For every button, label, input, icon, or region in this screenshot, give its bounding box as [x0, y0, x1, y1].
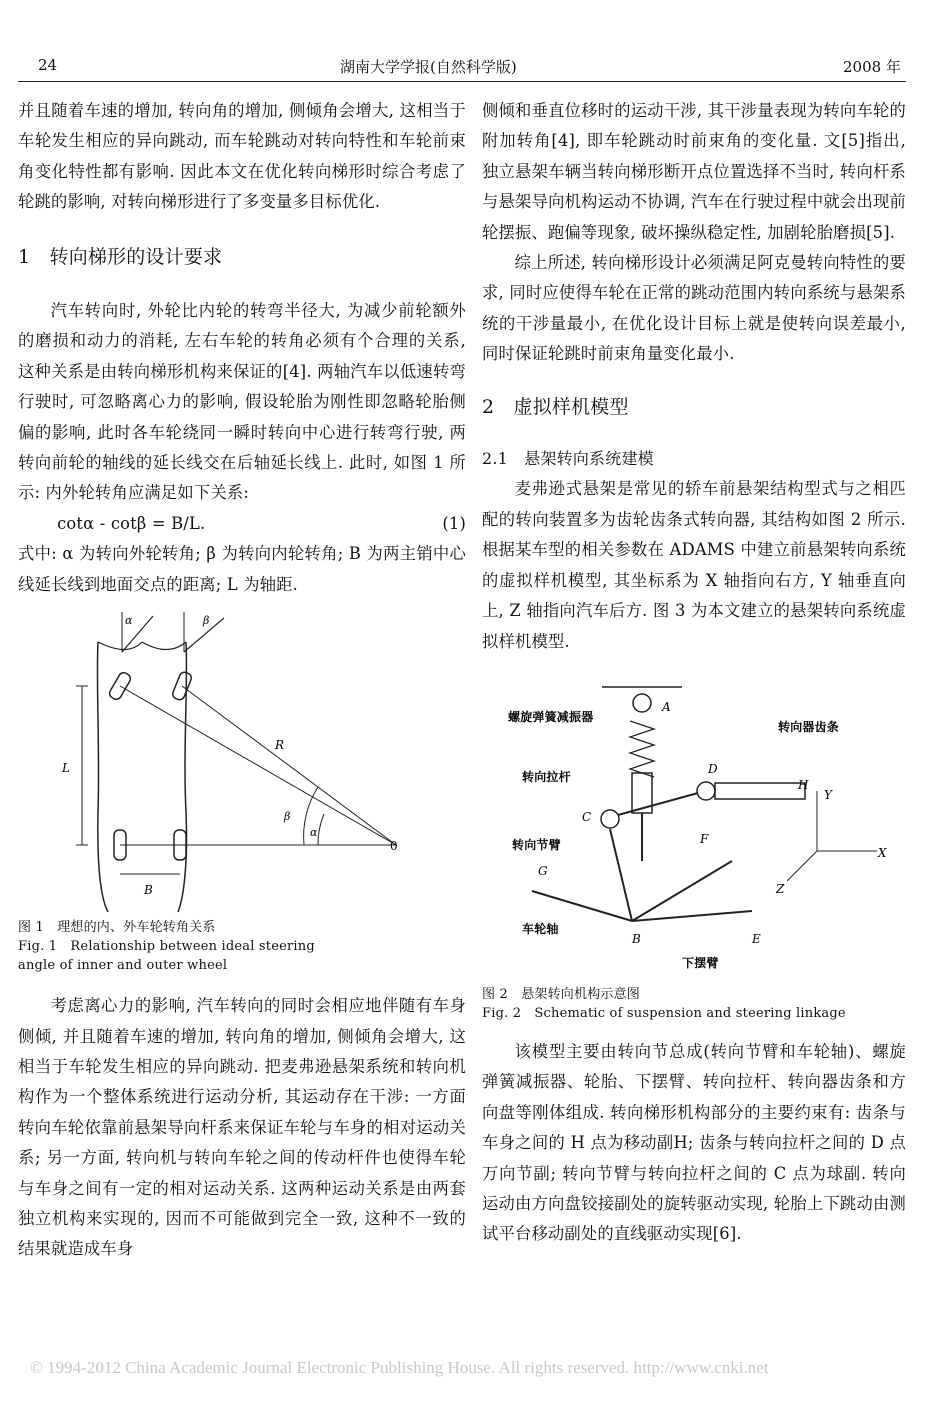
- lower-arm-rear: [632, 911, 752, 921]
- paragraph: 考虑离心力的影响, 汽车转向的同时会相应地伴随有车身侧倾, 并且随着车速的增加, 转向角的增加, 侧倾角会增大, 这相当于车轮发生相应的异向跳动. 把麦弗逊悬架系统和转向机构作为一个整体系统进行运动分析, 其运动存在干涉: 一方面转向车轮依靠前悬架导向杆系来保证车轮与车身的相对运动关系; 另一方面, 转向机与转向车轮之间的传动杆件也使得车轮与车身之间有一定的相对运动关系. 这两种运动关系是由两套独立机构来实现的, 因而不可能做到完全一致, 这种不一致的结果就造成车身: [18, 996, 466, 1259]
- label-axle: 车轮轴: [522, 921, 559, 936]
- label-B: B: [632, 931, 642, 946]
- figure-2-caption-cn: 图 2 悬架转向机构示意图: [482, 986, 641, 1002]
- label-tierod: 转向拉杆: [522, 769, 571, 784]
- equation-number: (1): [442, 513, 466, 533]
- joint-D: [697, 782, 715, 800]
- label-Z: Z: [776, 881, 785, 896]
- paragraph: 汽车转向时, 外轮比内轮的转弯半径大, 为减少前轮额外的磨损和动力的消耗, 左右车轮的转角必须有个合理的关系, 这种关系是由转向梯形机构来保证的[4]. 两轴汽车以低速转弯行驶时, 可忽略离心力的影响, 假设轮胎为刚性即忽略轮胎侧偏的影响, 此时各车轮绕同一瞬时转向中心进行转弯行驶, 两转向前轮的轴线的延长线交在后轴延长线上. 此时, 如图 1 所示: 内外轮转角应满足如下关系:: [18, 301, 466, 503]
- label-beta-angle: β: [284, 810, 291, 824]
- page-number: 24: [38, 56, 58, 74]
- figure-2: [482, 681, 906, 981]
- car-body-outline: [97, 642, 186, 912]
- label-knuckle: 转向节臂: [512, 837, 561, 852]
- paragraph: 该模型主要由转向节总成(转向节臂和车轮轴)、螺旋弹簧减振器、轮胎、下摆臂、转向拉杆、转向器齿条和方向盘等刚体组成. 转向梯形机构部分的主要约束有: 齿条与车身之间的 H 点为移动副H; 齿条与转向拉杆之间的 D 点万向节副; 转向节臂与转向拉杆之间的 C 点为球副. 转向运动由方向盘铰接副处的旋转驱动实现, 轮胎上下跳动由测试平台移动副处的直线驱动实现[6].: [482, 1041, 906, 1244]
- header-rule: [18, 81, 906, 82]
- lower-arm-front: [632, 861, 732, 921]
- journal-name: 湖南大学学报(自然科学版): [340, 58, 517, 76]
- equation: cotα - cotβ = B/L.: [57, 513, 206, 533]
- label-H: H: [798, 777, 809, 792]
- label-rack: 转向器齿条: [778, 719, 840, 734]
- equation-1: [18, 509, 466, 539]
- label-alpha-angle: α: [310, 826, 318, 840]
- label-beta: β: [203, 614, 210, 628]
- label-arm: 下摆臂: [682, 955, 719, 970]
- wheel-axle: [532, 891, 632, 921]
- label-spring: 螺旋弹簧减振器: [508, 709, 594, 724]
- joint-C: [601, 810, 619, 828]
- right-column: [482, 96, 906, 1250]
- steering-rack: [715, 783, 805, 799]
- alpha-arc: [318, 814, 324, 845]
- figure-1-caption-en-2: angle of inner and outer wheel: [18, 958, 228, 974]
- paragraph: 侧倾和垂直位移时的运动干涉, 其干涉量表现为转向车轮的附加转角[4], 即车轮跳动时前束角的变化量. 文[5]指出, 独立悬架车辆当转向梯形断开点位置选择不当时, 转向杆系与悬架导向机构运动不协调, 汽车在行驶过程中就会出现前轮摆振、跑偏等现象, 破坏操纵稳定性, 加剧轮胎磨损[5].: [482, 101, 906, 242]
- coil-spring: [630, 721, 654, 777]
- label-F: F: [700, 831, 709, 846]
- label-alpha: α: [125, 614, 133, 628]
- figure-2-caption-en: Fig. 2 Schematic of suspension and steering linkage: [482, 1005, 846, 1021]
- joint-A: [633, 694, 651, 712]
- section-heading-2: 2 虚拟样机模型: [482, 395, 629, 418]
- section-heading-1: 1 转向梯形的设计要求: [18, 245, 223, 268]
- axis-Z: [787, 851, 817, 881]
- paragraph: 麦弗逊式悬架是常见的轿车前悬架结构型式与之相匹配的转向装置多为齿轮齿条式转向器, 其结构如图 2 所示. 根据某车型的相关参数在 ADAMS 中建立前悬架转向系统的虚拟样机模型, 其坐标系为 X 轴指向右方, Y 轴垂直向上, Z 轴指向汽车后方. 图 3 为本文建立的悬架转向系统虚拟样机模型.: [482, 479, 906, 651]
- car-front-outline: [98, 642, 186, 650]
- label-L: L: [62, 761, 71, 776]
- figure-1-caption-en: Fig. 1 Relationship between ideal steering: [18, 939, 315, 955]
- label-Y: Y: [824, 787, 833, 802]
- label-O: 0: [390, 839, 398, 854]
- watermark: © 1994-2012 China Academic Journal Electronic Publishing House. All rights reserved. http://www.cnki.net: [30, 1358, 769, 1377]
- label-C: C: [582, 809, 592, 824]
- radius-line-outer: [120, 686, 396, 845]
- label-D: D: [708, 761, 718, 776]
- paragraph: 并且随着车速的增加, 转向角的增加, 侧倾角会增大, 这相当于车轮发生相应的异向跳动, 而车轮跳动对转向特性和车轮前束角变化特性都有影响. 因此本文在优化转向梯形时综合考虑了轮跳的影响, 对转向梯形进行了多变量多目标优化.: [18, 101, 466, 212]
- subsection-heading: 2.1 悬架转向系统建模: [482, 449, 654, 469]
- knuckle-arm: [610, 829, 632, 921]
- label-G: G: [538, 863, 548, 878]
- figure-1-caption-cn: 图 1 理想的内、外车轮转角关系: [18, 920, 216, 936]
- figure-1: [18, 612, 466, 912]
- label-A: A: [662, 699, 671, 714]
- label-E: E: [752, 931, 761, 946]
- tie-rod: [618, 793, 698, 815]
- year: 2008 年: [843, 58, 901, 76]
- label-B: B: [144, 883, 154, 898]
- label-R: R: [275, 738, 285, 753]
- left-column: [18, 96, 466, 1265]
- label-X: X: [878, 845, 887, 860]
- paragraph: 式中: α 为转向外轮转角; β 为转向内轮转角; B 为两主销中心线延长线到地面交点的距离; L 为轴距.: [18, 544, 466, 594]
- paragraph: 综上所述, 转向梯形设计必须满足阿克曼转向特性的要求, 同时应使得车轮在正常的跳动范围内转向系统与悬架系统的干涉量最小, 在优化设计目标上就是使转向误差最小, 同时保证轮跳时前束角量变化最小.: [482, 253, 906, 364]
